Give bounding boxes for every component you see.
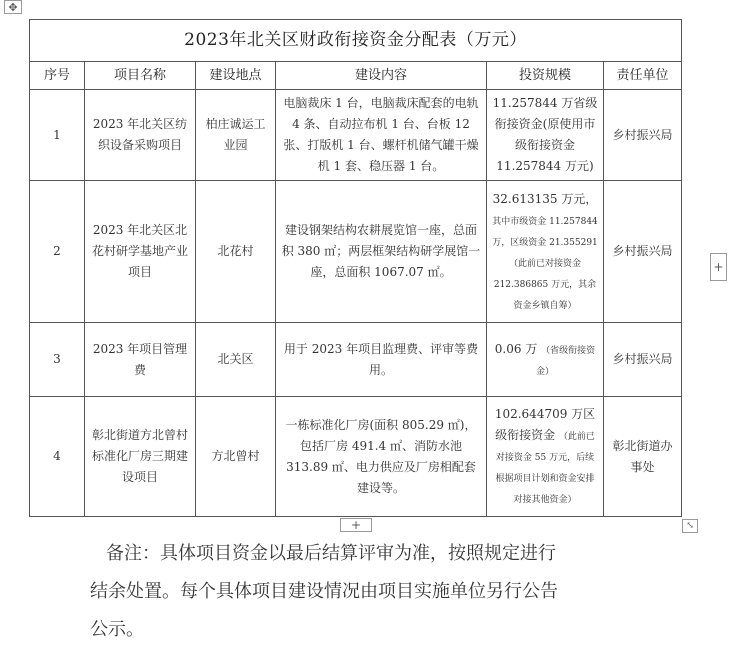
header-no: 序号 <box>30 62 85 90</box>
investment-main: 11.257844 万省级衔接资金(原使用市级衔接资金 11.257844 万元) <box>492 96 598 173</box>
table-row <box>30 323 682 397</box>
header-name: 项目名称 <box>85 62 196 90</box>
row-unit: 乡村振兴局 <box>604 323 682 397</box>
row-investment <box>487 397 604 517</box>
investment-note: （此前已对接资金 55 万元，后续根据项目计划和资金安排对接其他资金） <box>495 432 595 505</box>
resize-icon: ⤡ <box>686 521 694 531</box>
add-row-button[interactable] <box>340 518 372 532</box>
row-content: 电脑裁床 1 台，电脑裁床配套的电轨 4 条、自动拉布机 1 台、台板 12 张、打版机 1 台、螺杆机储气罐干燥机 1 套、稳压器 1 台。 <box>276 90 487 181</box>
investment-note: （省级衔接资金） <box>535 345 596 377</box>
row-unit: 乡村振兴局 <box>604 181 682 323</box>
row-investment <box>487 181 604 323</box>
allocation-table <box>29 19 682 517</box>
row-name: 2023 年北关区纺织设备采购项目 <box>85 90 196 181</box>
header-row <box>30 62 682 90</box>
row-no: 3 <box>30 323 85 397</box>
row-name: 彰北街道方北曾村标准化厂房三期建设项目 <box>85 397 196 517</box>
row-no: 1 <box>30 90 85 181</box>
table-row <box>30 397 682 517</box>
table-move-handle[interactable] <box>4 0 22 14</box>
row-investment <box>487 323 604 397</box>
row-investment <box>487 90 604 181</box>
header-location: 建设地点 <box>196 62 276 90</box>
plus-icon: + <box>350 518 362 532</box>
note-paragraph <box>90 535 650 649</box>
plus-icon: + <box>713 260 724 274</box>
row-location: 北关区 <box>196 323 276 397</box>
investment-main: 32.613135 万元， <box>492 191 598 206</box>
row-content: 一栋标准化厂房(面积 805.29 ㎡)，包括厂房 491.4 ㎡、消防水池 313.89 ㎡、电力供应及厂房相配套建设等。 <box>276 397 487 517</box>
row-name: 2023 年北关区北花村研学基地产业项目 <box>85 181 196 323</box>
add-column-button[interactable] <box>710 253 727 281</box>
row-content: 用于 2023 年项目监理费、评审等费用。 <box>276 323 487 397</box>
row-unit: 乡村振兴局 <box>604 90 682 181</box>
row-name: 2023 年项目管理费 <box>85 323 196 397</box>
table-resize-handle[interactable] <box>682 519 698 533</box>
row-no: 2 <box>30 181 85 323</box>
table-title: 2023年北关区财政衔接资金分配表（万元） <box>30 20 682 62</box>
investment-note: 其中市级资金 11.257844 万，区级资金 21.355291（此前已对接资金 212.386865 万元，其余资金乡镇自筹） <box>492 216 598 311</box>
table-row <box>30 181 682 323</box>
note-line-2: 结余处置。每个具体项目建设情况由项目实施单位另行公告 <box>90 581 558 602</box>
row-location: 方北曾村 <box>196 397 276 517</box>
row-content: 建设钢架结构农耕展览馆一座，总面积 380 ㎡；两层框架结构研学展馆一座，总面积 1067.07 ㎡。 <box>276 181 487 323</box>
row-unit: 彰北街道办事处 <box>604 397 682 517</box>
header-investment: 投资规模 <box>487 62 604 90</box>
row-no: 4 <box>30 397 85 517</box>
header-content: 建设内容 <box>276 62 487 90</box>
table-row <box>30 90 682 181</box>
row-location: 柏庄诚运工业园 <box>196 90 276 181</box>
note-line-3: 公示。 <box>90 619 144 640</box>
header-unit: 责任单位 <box>604 62 682 90</box>
move-icon: ✥ <box>8 1 18 14</box>
investment-main: 0.06 万 <box>494 341 538 356</box>
investment-main: 102.644709 万区级衔接资金 <box>494 407 596 442</box>
note-line-1: 备注：具体项目资金以最后结算评审为准，按照规定进行 <box>106 543 556 564</box>
row-location: 北花村 <box>196 181 276 323</box>
